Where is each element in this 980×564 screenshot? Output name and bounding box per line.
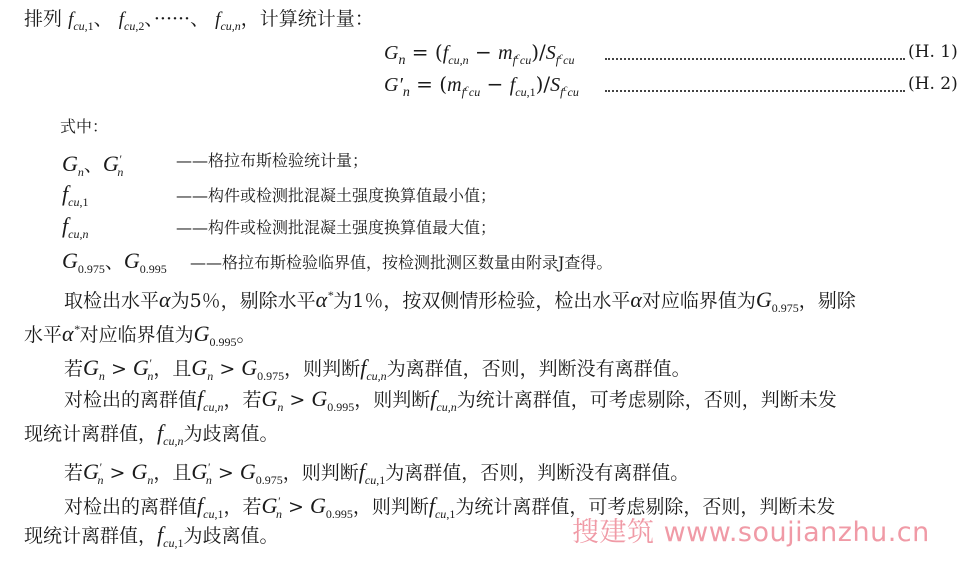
f-cu-2-symbol: $f_{cu,2}$ [118, 9, 145, 33]
definition-fcun-text: ——构件或检测批混凝土强度换算值最大值； [176, 218, 497, 237]
equation-h2-leader [605, 90, 905, 92]
equation-h2: $G'_n = (m_{f^ccu} - f_{cu,1})/S_{f^ccu}$ [384, 72, 579, 100]
paragraph-5-line-2: 现统计离群值，$f_{cu,1}$为歧离值。 [24, 522, 279, 550]
definition-g: $G_n$、$G'_n$ [62, 151, 124, 179]
definition-g-text: ——格拉布斯检验统计量； [176, 151, 369, 170]
paragraph-1-line-1: 取检出水平α为5％，剔除水平α*为1％，按双侧情形检验，检出水平α对应临界值为$G_{0.975}$，剔除 [64, 287, 856, 315]
paragraph-3-line-1: 对检出的离群值$f_{cu,n}$，若$G_n > G_{0.995}$，则判断$f_{cu,n}$为统计离群值，可考虑剔除，否则，判断未发 [64, 386, 837, 414]
definition-fcu1: $f_{cu,1}$ [62, 181, 89, 209]
paragraph-1-line-2: 水平α*对应临界值为$G_{0.995}$。 [24, 321, 256, 349]
paragraph-2: 若$G_n > G'_n$，且$G_n > G_{0.975}$，则判断$f_{cu,n}$为离群值，否则，判断没有离群值。 [64, 355, 691, 383]
equation-h1: $G_n = (f_{cu,n} - m_{f^ccu})/S_{f^ccu}$ [384, 40, 575, 68]
definition-fcun: $f_{cu,n}$ [62, 213, 89, 241]
watermark: 搜建筑 www.soujianzhu.cn [572, 517, 930, 548]
paragraph-4: 若$G'_n > G_n$，且$G'_n > G_{0.975}$，则判断$f_{cu,1}$为离群值，否则，判断没有离群值。 [64, 459, 690, 487]
equation-h2-number: (H. 2) [908, 74, 958, 94]
equation-h1-number: (H. 1) [908, 42, 958, 62]
definition-g-critical-text: ——格拉布斯检验临界值，按检测批测区数量由附录J查得。 [190, 253, 613, 272]
f-cu-n-symbol: $f_{cu,n}$ [215, 9, 241, 33]
paragraph-3-line-2: 现统计离群值，$f_{cu,n}$为歧离值。 [24, 420, 279, 448]
definition-fcu1-text: ——构件或检测批混凝土强度换算值最小值； [176, 186, 497, 205]
definition-g-critical: $G_{0.975}$、$G_{0.995}$ [62, 248, 167, 276]
paragraph-5-line-1: 对检出的离群值$f_{cu,1}$，若$G'_n > G_{0.995}$，则判断$f_{cu,1}$为统计离群值，可考虑剔除，否则，判断未发 [64, 493, 836, 521]
f-cu-1-symbol: $f_{cu,1}$ [68, 9, 94, 33]
where-heading: 式中： [60, 117, 109, 136]
equation-h1-leader [605, 58, 905, 60]
intro-line: 排列 $f_{cu,1}$、 $f_{cu,2}$、······、 $f_{cu,n}$，计算统计量： [24, 8, 374, 33]
